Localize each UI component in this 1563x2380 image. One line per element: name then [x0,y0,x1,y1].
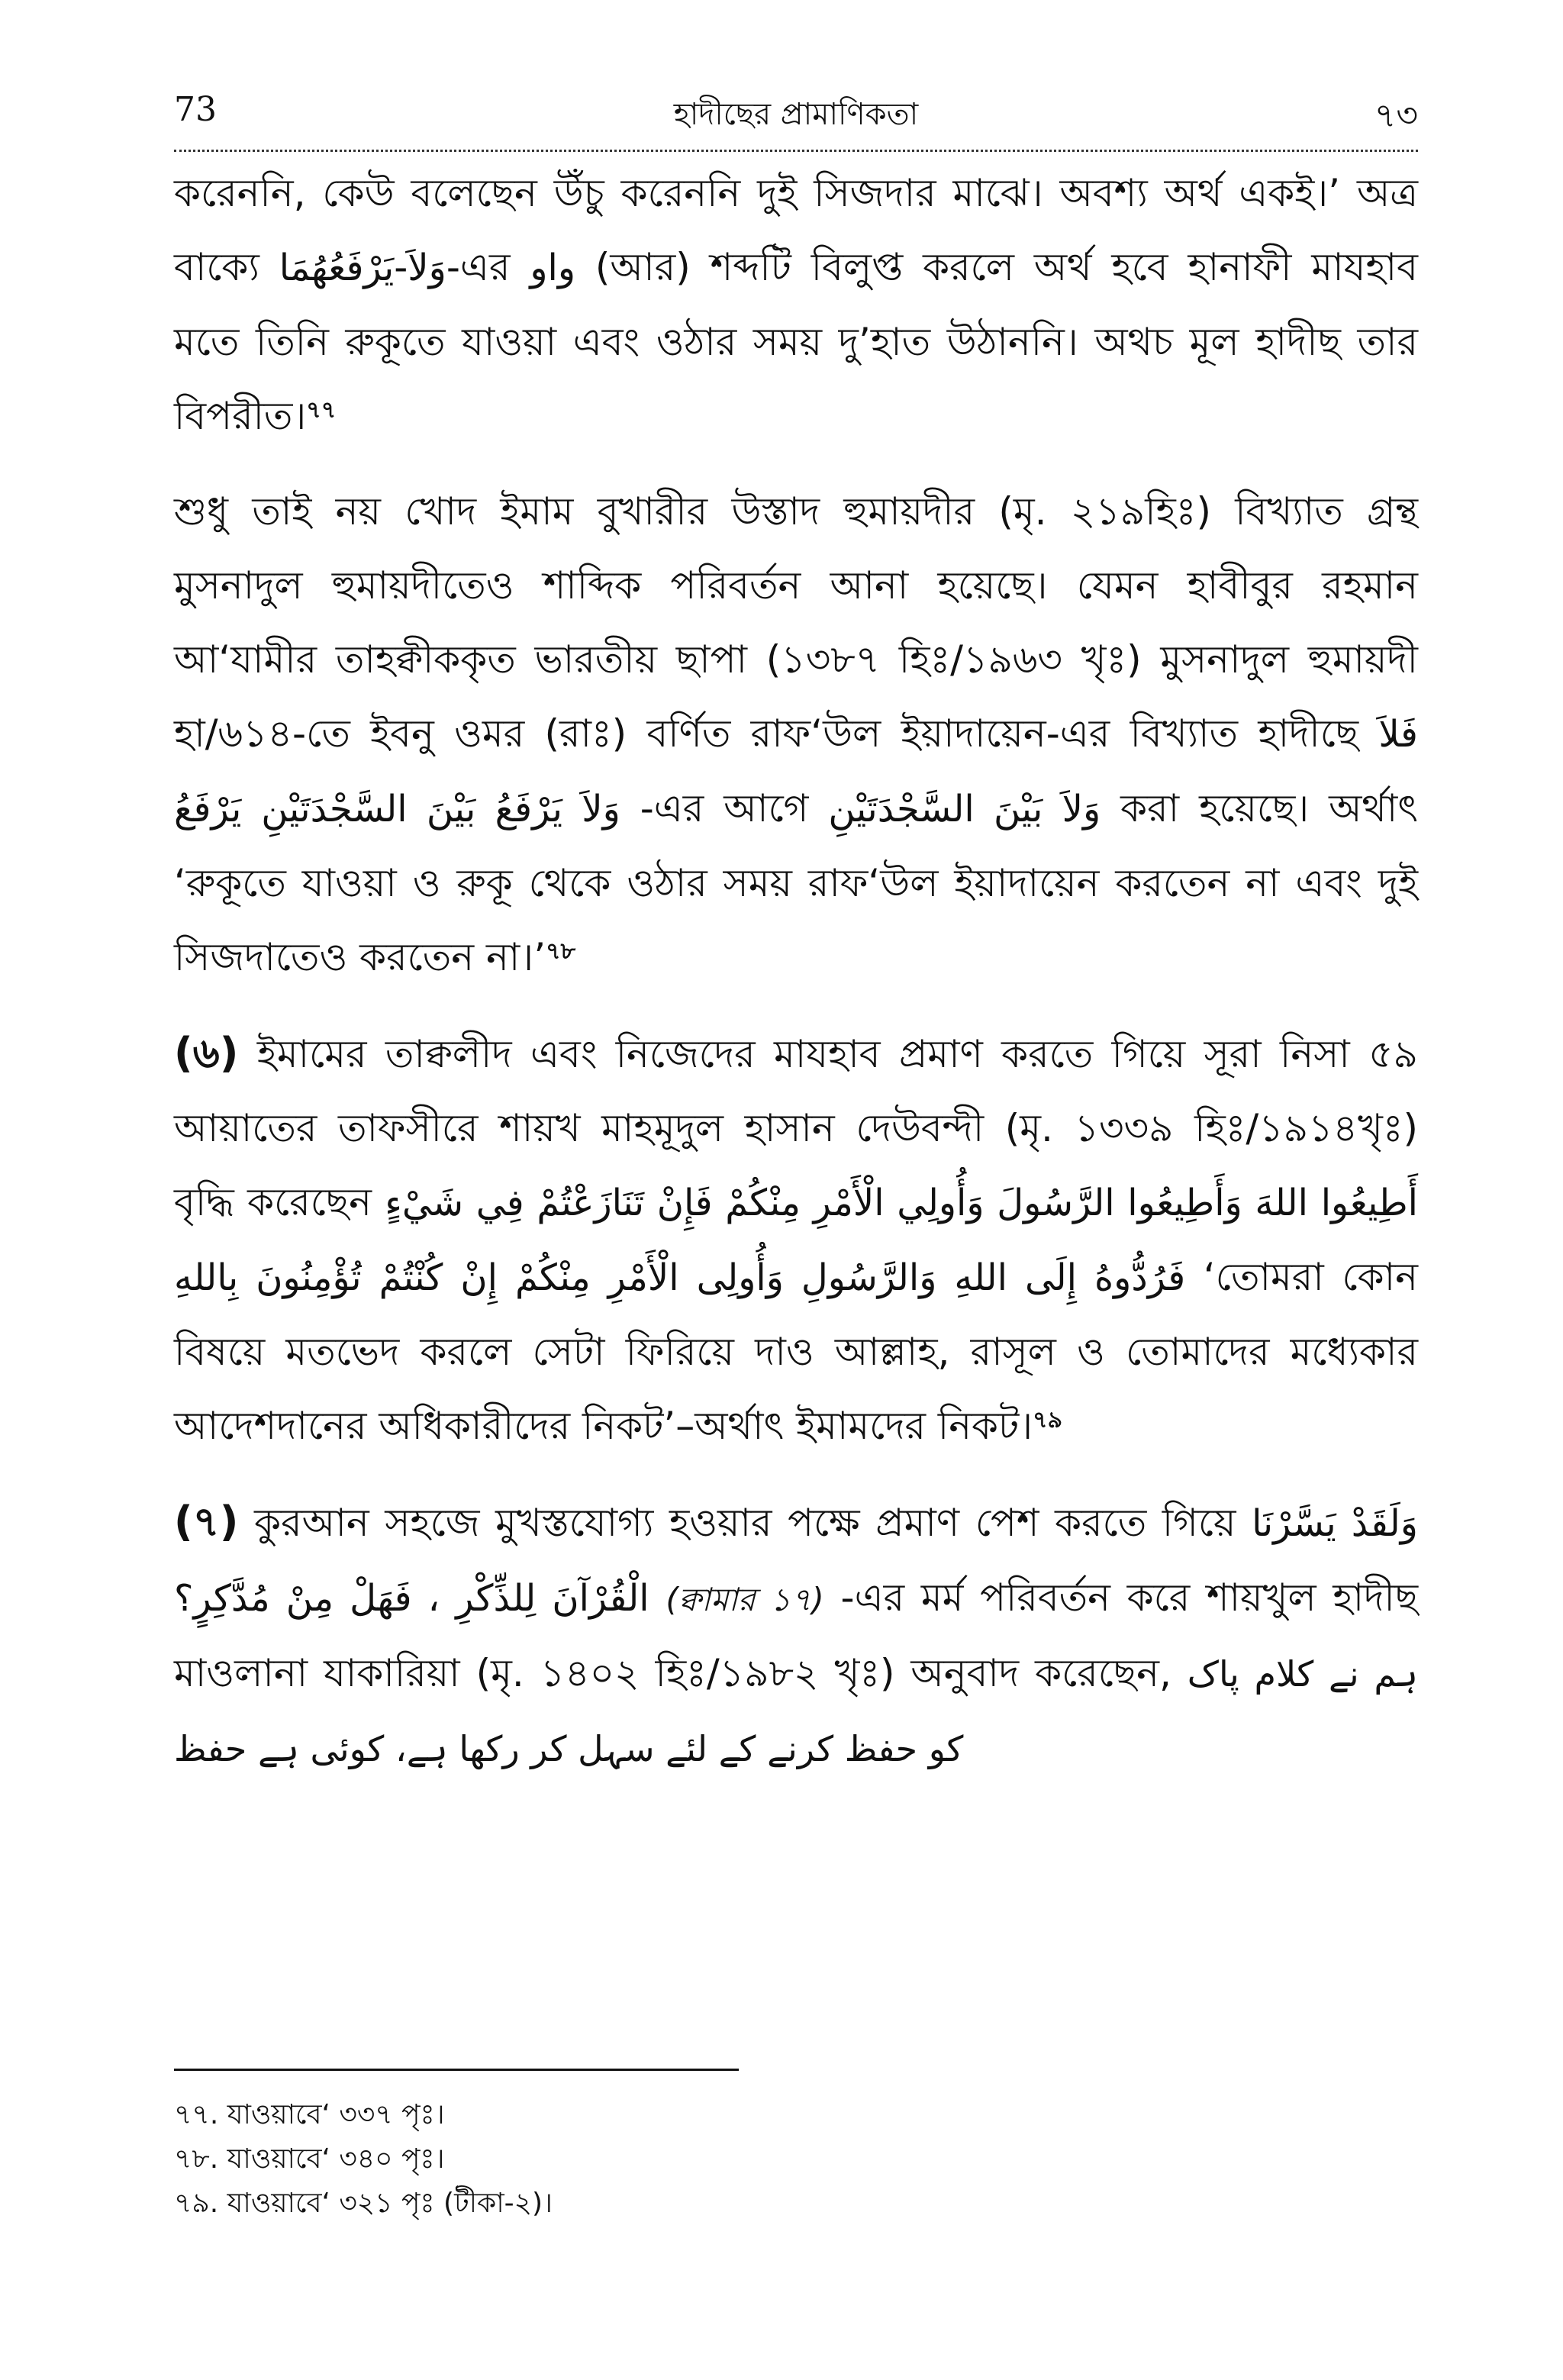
p2-arabic-2: وَلاَ يَرْفَعُ بَيْنَ السَّجْدَتَيْنِ [261,788,620,830]
p4-text-1: কুরআন সহজে মুখস্তযোগ্য হওয়ার পক্ষে প্রমাণ পেশ করতে গিয়ে [238,1501,1252,1545]
p2-text-2 [241,786,261,830]
footnote-ref-78[interactable]: ৭৮ [546,938,576,965]
paragraph-3 [174,1016,1418,1463]
p1-arabic-2: وَلاَ [408,247,446,289]
point-number-6: (৬) [174,1029,239,1077]
p4-arabic-verse: وَلَقَدْ يَسَّرْنَا الْقُرْآنَ لِلذِّكْرِ ، فَهَلْ مِنْ مُدَّكِرٍ؟ [174,1502,1418,1620]
p3-arabic-verse: أَطِيعُوا اللهَ وَأَطِيعُوا الرَّسُولَ وَأُولِي الْأَمْرِ مِنْكُمْ فَإِنْ تَنَازَعْتُمْ فِي شَيْءٍ فَرُدُّوهُ إِلَى اللهِ وَالرَّسُولِ وَأُولِى الْأَمْرِ مِنْكُمْ إِنْ كُنْتُمْ تُؤْمِنُونَ بِاللهِ [174,1182,1418,1299]
page-number-bengali: ৭৩ [1374,96,1418,135]
p4-text-2: -এর মর্ম পরিবর্তন করে শায়খুল হাদীছ মাওলানা যাকারিয়া (মৃ. ১৪০২ হিঃ/১৯৮২ খৃঃ) অনুবাদ করেছেন, [174,1575,1418,1695]
footnote-78: ৭৮. যাওয়াবে‘ ৩৪০ পৃঃ। [174,2143,445,2175]
footnote-separator [174,2069,739,2071]
p2-text-4: করা হয়েছে। অর্থাৎ ‘রুকূতে যাওয়া ও রুকূ থেকে ওঠার সময় রাফ‘উল ইয়াদায়েন করতেন না এবং দুই সিজদাতেও করতেন না।’ [174,786,1419,979]
p1-text-4: (আর) শব্দটি বিলুপ্ত করলে অর্থ হবে হানাফী মাযহাব মতে তিনি রুকূতে যাওয়া এবং ওঠার সময় দু’হাত উঠাননি। অথচ মূল হাদীছ তার বিপরীত। [174,245,1418,438]
p2-arabic-3: وَلاَ بَيْنَ السَّجْدَتَيْنِ [828,788,1101,830]
p1-arabic-1: يَرْفَعُهُمَا [279,247,395,289]
p4-verse-reference: (ক্বামার ১৭) [665,1581,824,1618]
paragraph-4 [174,1485,1418,1786]
p1-text-2: - [394,245,408,289]
paragraph-2 [174,475,1418,995]
footnote-ref-77[interactable]: ৭৭ [306,397,337,424]
footnote-79: ৭৯. যাওয়াবে‘ ৩২১ পৃঃ (টীকা-২)। [174,2188,553,2219]
p3-text-1: ইমামের তাক্বলীদ এবং নিজেদের মাযহাব প্রমাণ করতে গিয়ে সূরা নিসা ৫৯ আয়াতের তাফসীরে শায়খ মাহমূদুল হাসান দেউবন্দী (মৃ. ১৩৩৯ হিঃ/১৯১৪খৃঃ) বৃদ্ধি করেছেন [174,1032,1418,1224]
footnote-ref-79[interactable]: ৭৯ [1033,1407,1063,1433]
running-title: হাদীছের প্রামাণিকতা [673,97,919,132]
header-dotted-rule [174,150,1418,152]
p3-text-2: ‘তোমরা কোন বিষয়ে মতভেদ করলে সেটা ফিরিয়ে দাও আল্লাহ, রাসূল ও তোমাদের মধ্যেকার আদেশদানের অধিকারীদের নিকট’–অর্থাৎ ইমামদের নিকট। [174,1255,1418,1448]
point-number-7: (৭) [174,1498,239,1546]
p1-text-3: -এর [446,245,530,289]
page-number-latin: 73 [174,90,217,129]
p1-arabic-3: واو [530,247,576,289]
p2-text-3: -এর আগে [620,786,829,830]
main-text [174,156,1418,1808]
p1-text-1: করেননি, কেউ বলেছেন উঁচু করেননি দুই সিজদার মাঝে। অবশ্য অর্থ একই।’ অত্র বাক্যে [174,171,1418,289]
p2-arabic-1: فَلاَ يَرْفَعُ [174,713,1418,830]
footnotes [174,2093,1418,2226]
p4-urdu-translation: ہم نے کلام پاک کو حفظ کرنے کے لئے سہل کر رکھا ہے، کوئی ہے حفظ [174,1653,1418,1769]
paragraph-1 [174,156,1418,453]
running-header [174,90,1418,151]
footnote-77: ৭৭. যাওয়াবে‘ ৩৩৭ পৃঃ। [174,2099,445,2130]
p2-text-1: শুধু তাই নয় খোদ ইমাম বুখারীর উস্তাদ হুমায়দীর (মৃ. ২১৯হিঃ) বিখ্যাত গ্রন্থ মুসনাদুল হুমায়দীতেও শাব্দিক পরিবর্তন আনা হয়েছে। যেমন হাবীবুর রহমান আ‘যামীর তাহক্বীককৃত ভারতীয় ছাপা (১৩৮৭ হিঃ/১৯৬৩ খৃঃ) মুসনাদুল হুমায়দী হা/৬১৪-তে ইবনু ওমর (রাঃ) বর্ণিত রাফ‘উল ইয়াদায়েন-এর বিখ্যাত হাদীছে [174,489,1418,756]
